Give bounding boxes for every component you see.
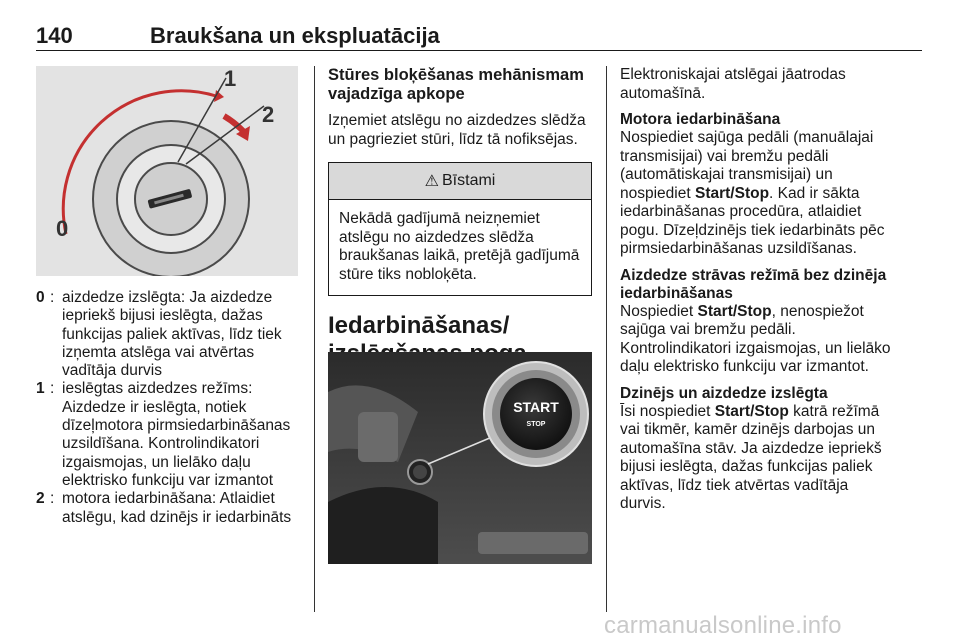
engine-off-text-a: Īsi nospiediet <box>620 402 715 420</box>
legend-item <box>36 380 306 490</box>
column-divider-left <box>314 66 315 612</box>
legend-text: aizdedze izslēgta: Ja aizdedze iepriekš bijusi ieslēgta, dažas funkcijas paliek aktīvas, līdz tiek izņemta atslēga vai atvērtas vadītāja durvis <box>62 289 282 380</box>
ignition-switch-figure <box>36 66 298 276</box>
legend-item <box>36 490 306 527</box>
ignition-switch-illustration <box>36 66 298 276</box>
page-number: 140 <box>36 23 73 48</box>
start-stop-instructions-column <box>620 66 892 522</box>
legend-colon: : <box>50 289 55 306</box>
warning-header <box>329 163 591 200</box>
engine-off-paragraph <box>620 403 892 514</box>
ignition-power-text-b: , nenospiežot sajūga vai bremžu pedāli. Kontrolindikatori izgaismojas, un lielāko daļu elektrisko funkciju var izmantot. <box>620 302 891 375</box>
intro-paragraph: Elektroniskajai atslēgai jāatrodas automašīnā. <box>620 66 846 102</box>
start-label: START <box>513 399 559 415</box>
ignition-power-bold: Start/Stop <box>697 302 772 320</box>
watermark: carmanualsonline.info <box>604 612 842 639</box>
engine-start-bold: Start/Stop <box>694 184 770 202</box>
legend-key: 0 <box>36 289 45 306</box>
engine-off-bold: Start/Stop <box>714 402 789 420</box>
legend-colon: : <box>50 380 55 398</box>
legend-text: ieslēgtas aizdedzes režīms: Aizdedze ir ieslēgta, notiek dīzeļmotora pirmsiedarbināšanas uzsildīšana. Kontrolindikatori izgaismojas, un lielāko daļu elektrisko funkciju var izmantot <box>62 380 291 489</box>
start-stop-button-photo <box>328 352 592 564</box>
legend-key: 2 <box>36 490 45 508</box>
warning-box <box>328 162 592 296</box>
ignition-positions-legend <box>36 289 306 527</box>
start-stop-illustration <box>328 352 592 564</box>
figure-label-2: 2 <box>262 102 275 127</box>
ignition-power-text-a: Nospiediet <box>620 302 698 320</box>
engine-off-text-b: katrā režīmā vai tikmēr, kamēr dzinējs darbojas un automašīna stāv. Ja aizdedze iepriekš bijusi ieslēgta, dažas funkcijas paliek aktīvas, līdz tiek atvērtas vadītāja durvis. <box>620 402 882 512</box>
ignition-power-paragraph <box>620 303 892 377</box>
ignition-power-heading: Aizdedze strāvas režīmā bez dzinēja iedarbināšanas <box>620 266 887 302</box>
stop-label: STOP <box>526 421 546 428</box>
figure-label-0: 0 <box>56 216 69 241</box>
warning-text: Nekādā gadījumā neizņemiet atslēgu no aizdedzes slēdža braukšanas laikā, pretējā gadījumā stūre tiks nobloķēta. <box>339 210 580 283</box>
warning-title: Bīstami <box>442 172 496 189</box>
column-divider-right <box>606 66 607 612</box>
steering-lock-heading: Stūres bloķēšanas mehānismam vajadzīga apkope <box>328 66 584 103</box>
legend-text: motora iedarbināšana: Atlaidiet atslēgu, kad dzinējs ir iedarbināts <box>62 490 292 526</box>
engine-start-heading: Motora iedarbināšana <box>620 111 781 128</box>
engine-start-text-b: . Kad ir sākta iedarbināšanas procedūra, atlaidiet pogu. Dīzeļdzinējs tiek iedarbināts pēc pirmsiedarbināšanas uzsildīšanas. <box>620 184 885 257</box>
legend-key: 1 <box>36 380 45 398</box>
steering-lock-column <box>328 66 592 368</box>
steering-lock-paragraph: Izņemiet atslēgu no aizdedzes slēdža un pagrieziet stūri, līdz tā nofiksējas. <box>328 112 586 148</box>
warning-triangle-icon: ⚠ <box>424 173 439 190</box>
legend-colon: : <box>50 490 55 508</box>
start-stop-section-title: Iedarbināšanas/ <box>328 312 510 339</box>
engine-start-paragraph <box>620 129 892 259</box>
legend-item <box>36 289 306 380</box>
page-header <box>36 0 922 51</box>
figure-label-1: 1 <box>224 66 237 91</box>
engine-off-heading: Dzinējs un aizdedze izslēgta <box>620 384 828 402</box>
engine-start-text-a: Nospiediet sajūga pedāli (manuālajai transmisijai) vai bremžu pedāli (automātiskajai transmisijai) un nospiediet <box>620 129 874 202</box>
chapter-title: Braukšana un ekspluatācija <box>150 23 440 48</box>
